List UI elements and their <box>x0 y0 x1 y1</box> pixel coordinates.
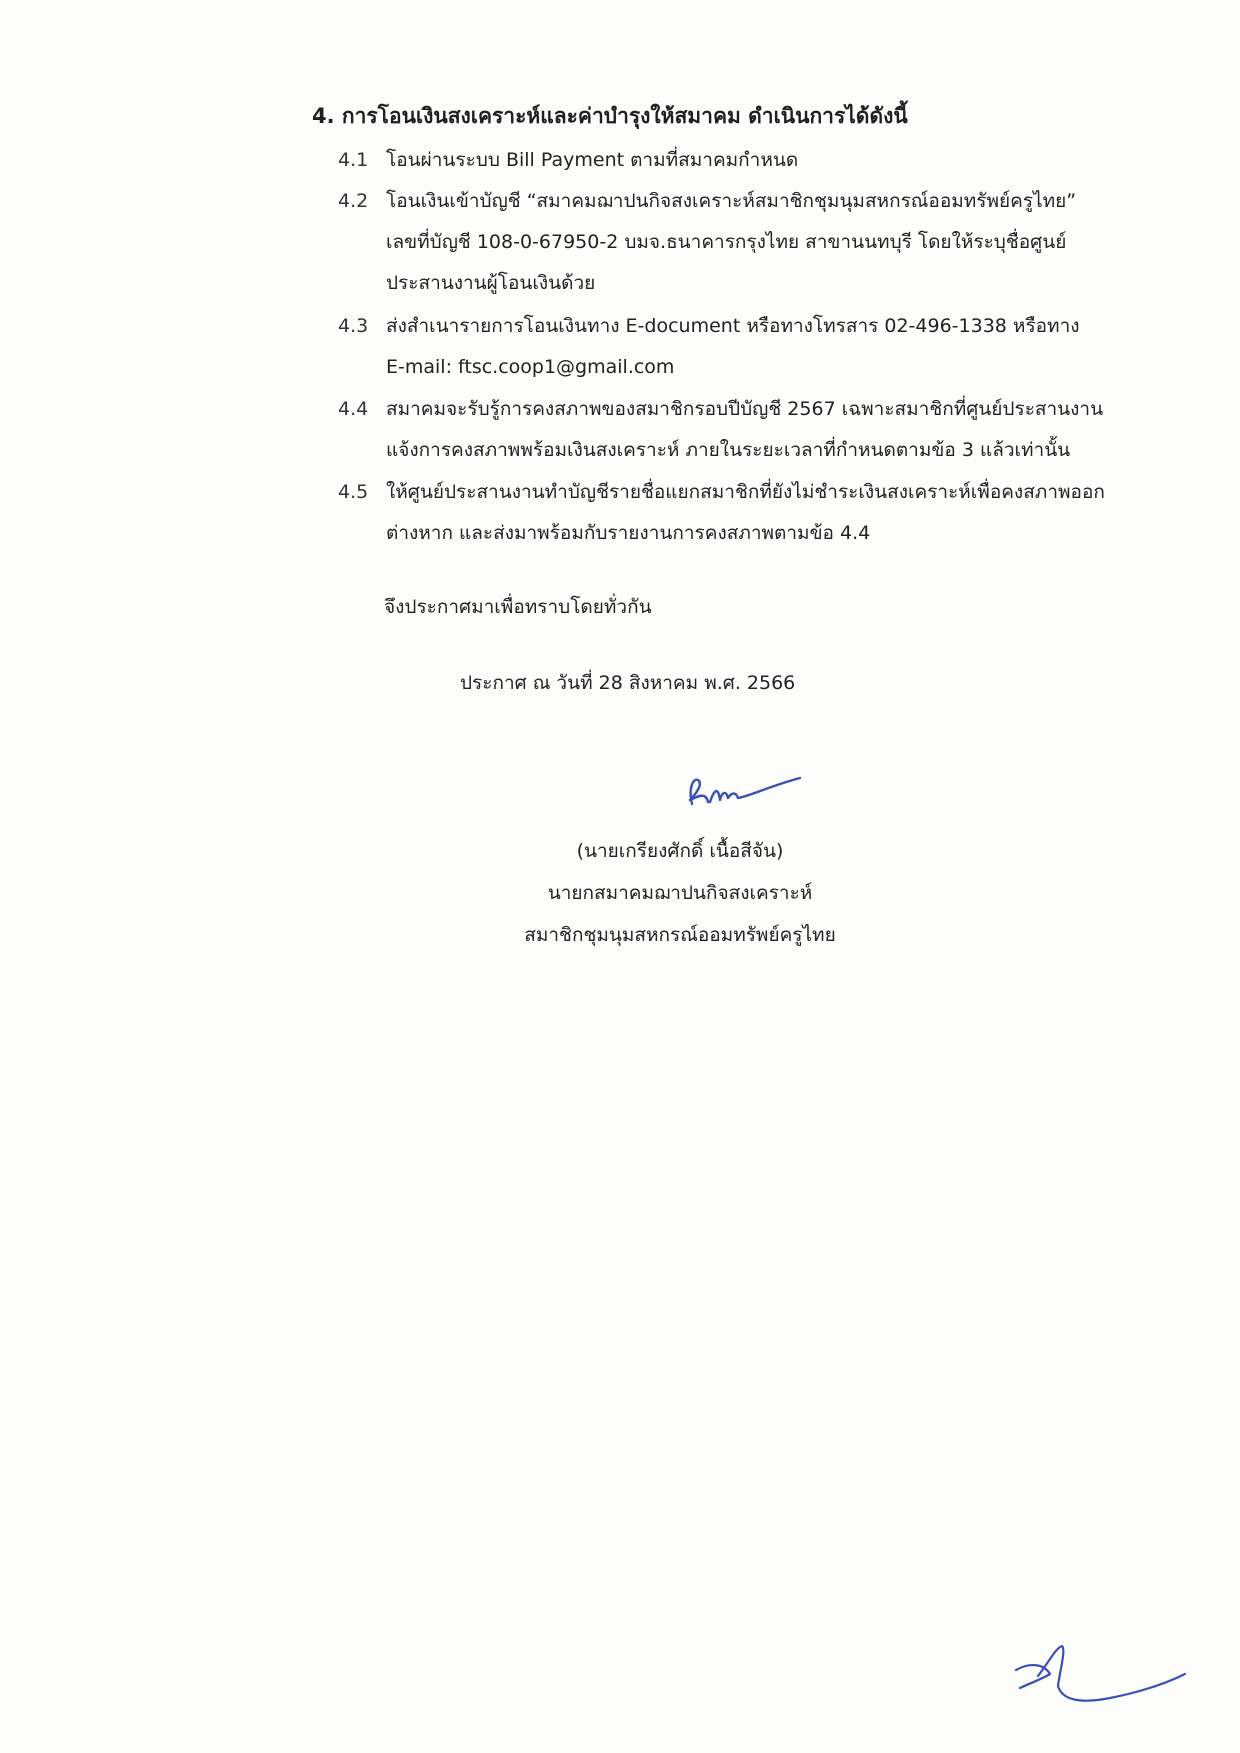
item-number: 4.4 <box>338 398 369 420</box>
item-number: 4.5 <box>338 481 369 503</box>
item-text: สมาคมจะรับรู้การคงสภาพของสมาชิกรอบปีบัญชี 2567 เฉพาะสมาชิกที่ศูนย์ประสานงาน แจ้งการคงสภาพพร้อมเงินสงเคราะห์ ภายในระยะเวลาที่กำหนดตามข้อ 3 แล้วเท่านั้น <box>386 398 1104 461</box>
item-number: 4.2 <box>338 190 369 212</box>
item-text: โอนผ่านระบบ Bill Payment ตามที่สมาคมกำหนด <box>386 149 799 171</box>
section-heading: 4. การโอนเงินสงเคราะห์และค่าบำรุงให้สมาคม ดำเนินการได้ดังนี้ <box>312 104 908 128</box>
announcement-date: ประกาศ ณ วันที่ 28 สิงหาคม พ.ศ. 2566 <box>460 672 796 694</box>
signatory-position-line2: สมาชิกชุมนุมสหกรณ์ออมทรัพย์ครูไทย <box>524 924 836 946</box>
list-item-4-1 <box>338 140 1138 181</box>
initials-mark <box>1010 1640 1190 1720</box>
signatory-position-line1: นายกสมาคมฌาปนกิจสงเคราะห์ <box>547 882 813 904</box>
signatory-name: (นายเกรียงศักดิ์ เนื้อสีจัน) <box>576 840 784 862</box>
item-text: ส่งสำเนารายการโอนเงินทาง E-document หรือทางโทรสาร 02-496-1338 หรือทาง E-mail: ftsc.coop1@gmail.com <box>386 315 1080 378</box>
item-text: ให้ศูนย์ประสานงานทำบัญชีรายชื่อแยกสมาชิกที่ยังไม่ชำระเงินสงเคราะห์เพื่อคงสภาพออก ต่างหาก และส่งมาพร้อมกับรายงานการคงสภาพตามข้อ 4.4 <box>386 481 1105 544</box>
list-item-4-2 <box>338 181 1138 304</box>
list-item-4-3 <box>338 306 1138 388</box>
list-item-4-4 <box>338 389 1138 471</box>
item-number: 4.1 <box>338 149 369 171</box>
signature-image <box>680 766 810 816</box>
item-text: โอนเงินเข้าบัญชี “สมาคมฌาปนกิจสงเคราะห์สมาชิกชุมนุมสหกรณ์ออมทรัพย์ครูไทย” เลขที่บัญชี 108-0-67950-2 บมจ.ธนาคารกรุงไทย สาขานนทบุรี โดยให้ระบุชื่อศูนย์ ประสานงานผู้โอนเงินด้วย <box>386 190 1077 294</box>
item-number: 4.3 <box>338 315 369 337</box>
closing-statement: จึงประกาศมาเพื่อทราบโดยทั่วกัน <box>384 596 652 618</box>
list-item-4-5 <box>338 472 1138 554</box>
